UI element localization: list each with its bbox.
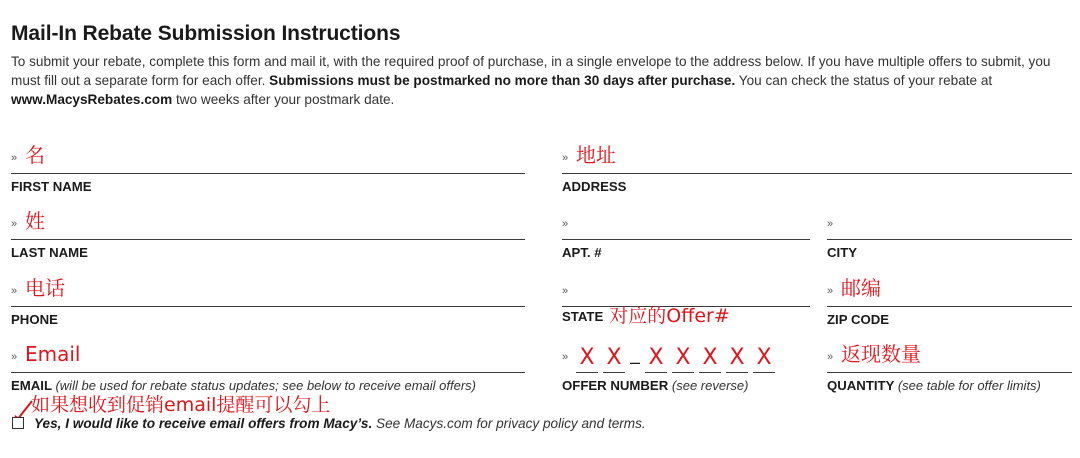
- last-name-label: LAST NAME: [11, 245, 88, 260]
- offer-number-cell[interactable]: X: [645, 345, 667, 373]
- chevron-icon: »: [562, 351, 569, 363]
- apt-field[interactable]: [562, 196, 810, 262]
- quantity-label-text: QUANTITY: [827, 378, 895, 393]
- email-optin-checkbox[interactable]: [12, 417, 24, 429]
- phone-field[interactable]: [11, 263, 525, 329]
- email-optin-bold: Yes, I would like to receive email offers from Macy’s.: [34, 416, 373, 431]
- zip-code-annotation: 邮编: [841, 276, 881, 300]
- first-name-line: [11, 173, 525, 175]
- last-name-line: [11, 239, 525, 241]
- quantity-field[interactable]: [827, 329, 1072, 395]
- chevron-icon: »: [562, 218, 569, 230]
- city-field[interactable]: [827, 196, 1072, 262]
- offer-number-cell[interactable]: X: [576, 345, 598, 373]
- quantity-label: [827, 378, 1041, 393]
- state-label: [562, 300, 730, 327]
- offer-number-label-text: OFFER NUMBER: [562, 378, 669, 393]
- offer-number-cell[interactable]: X: [726, 345, 748, 373]
- chevron-icon: »: [562, 285, 569, 297]
- offer-number-hint-annotation: 对应的Offer#: [609, 305, 730, 327]
- address-line: [562, 173, 1072, 175]
- offer-number-cell[interactable]: X: [753, 345, 775, 373]
- chevron-icon: »: [11, 152, 18, 164]
- chevron-icon: »: [11, 285, 18, 297]
- city-label: CITY: [827, 245, 858, 260]
- offer-number-separator: –: [630, 352, 641, 372]
- city-line: [827, 239, 1072, 241]
- address-annotation: 地址: [576, 143, 616, 167]
- first-name-label: FIRST NAME: [11, 179, 92, 194]
- chevron-icon: »: [827, 351, 834, 363]
- offer-number-cell[interactable]: X: [672, 345, 694, 373]
- offer-number-cell[interactable]: X: [699, 345, 721, 373]
- chevron-icon: »: [11, 351, 18, 363]
- last-name-field[interactable]: [11, 196, 525, 262]
- phone-line: [11, 306, 525, 308]
- quantity-label-note: (see table for offer limits): [897, 378, 1041, 393]
- apt-line: [562, 239, 810, 241]
- intro-text-2: You can check the status of your rebate at: [735, 73, 993, 88]
- offer-number-field[interactable]: [562, 329, 810, 395]
- email-optin-rest: See Macys.com for privacy policy and terms.: [372, 416, 646, 431]
- state-label-text: STATE: [562, 309, 604, 324]
- quantity-line: [827, 372, 1072, 374]
- chevron-icon: »: [827, 218, 834, 230]
- zip-code-line: [827, 306, 1072, 308]
- chevron-icon: »: [562, 152, 569, 164]
- offer-number-cells: [576, 345, 775, 373]
- intro-text-1: To submit your rebate, complete this form and mail it, with the required proof of purchase, in a single envelope to the address below. If you have multiple offers to submit, you must fill out a separate form for each offer.: [11, 54, 1051, 88]
- email-line: [11, 372, 525, 374]
- offer-number-cell[interactable]: X: [603, 345, 625, 373]
- offer-number-label: [562, 378, 748, 393]
- quantity-annotation: 返现数量: [841, 342, 921, 366]
- phone-label: PHONE: [11, 312, 58, 327]
- last-name-annotation: 姓: [25, 209, 45, 233]
- address-label: ADDRESS: [562, 179, 627, 194]
- state-field[interactable]: [562, 263, 810, 329]
- first-name-field[interactable]: [11, 130, 525, 196]
- intro-text-3: two weeks after your postmark date.: [172, 92, 395, 107]
- email-label-text: EMAIL: [11, 378, 52, 393]
- email-annotation: Email: [25, 342, 81, 366]
- email-optin-text: [34, 416, 646, 431]
- email-optin-annotation: 如果想收到促销email提醒可以勾上: [31, 394, 331, 416]
- address-field[interactable]: [562, 130, 1072, 196]
- chevron-icon: »: [11, 218, 18, 230]
- zip-code-label: ZIP CODE: [827, 312, 890, 327]
- zip-code-field[interactable]: [827, 263, 1072, 329]
- apt-label: APT. #: [562, 245, 602, 260]
- offer-number-label-note: (see reverse): [671, 378, 749, 393]
- instructions-paragraph: [11, 52, 1073, 109]
- rebate-website: www.MacysRebates.com: [11, 92, 173, 107]
- page-title: Mail-In Rebate Submission Instructions: [11, 22, 401, 45]
- first-name-annotation: 名: [25, 143, 45, 167]
- postmark-deadline: Submissions must be postmarked no more than 30 days after purchase.: [269, 73, 736, 88]
- chevron-icon: »: [827, 285, 834, 297]
- email-label-note: (will be used for rebate status updates; see below to receive email offers): [55, 378, 477, 393]
- phone-annotation: 电话: [25, 276, 65, 300]
- email-field[interactable]: [11, 329, 525, 395]
